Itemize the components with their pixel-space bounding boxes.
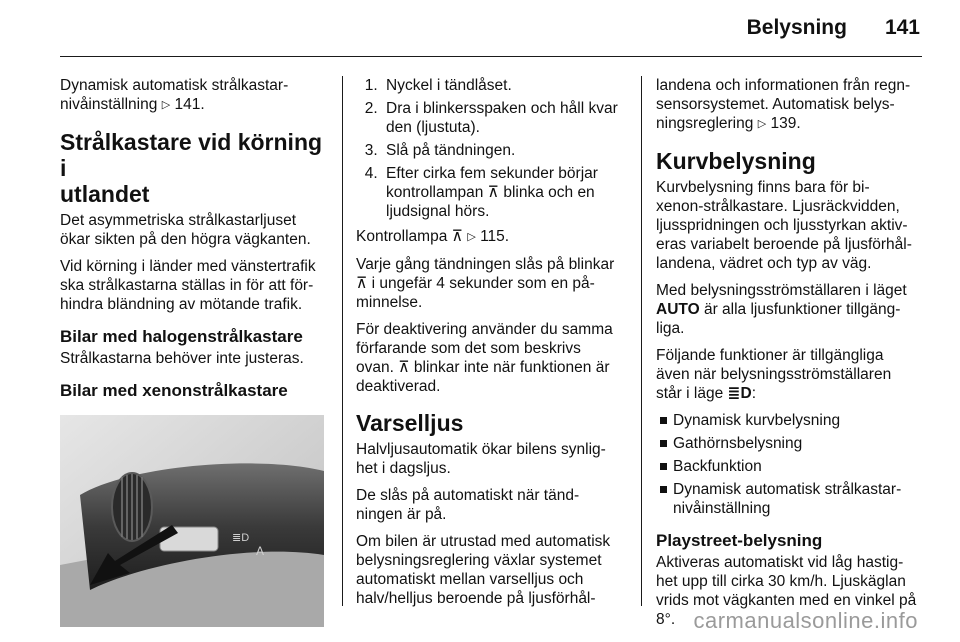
list-item: Dynamisk automatisk strålkastar- nivåinställning xyxy=(656,480,924,518)
headlight-beam-icon: ⊼ xyxy=(356,275,368,292)
header-rule xyxy=(60,56,922,57)
svg-text:A: A xyxy=(256,544,265,558)
watermark: carmanualsonline.info xyxy=(693,608,918,633)
heading-daytime-lights: Varselljus xyxy=(356,410,464,436)
paragraph: Följande funktioner är tillgängliga även när belysningsströmställaren står i läge ≣D: xyxy=(656,347,892,402)
instruction-steps xyxy=(356,76,628,221)
headlight-beam-icon: ⊼ xyxy=(487,184,500,201)
heading-cornering-lights: Kurvbelysning xyxy=(656,148,816,174)
headlight-beam-icon: ⊼ xyxy=(398,359,410,376)
paragraph: Halvljusautomatik ökar bilens synlig- het i dagsljus. xyxy=(356,441,606,477)
paragraph: Strålkastarna behöver inte justeras. xyxy=(60,350,304,367)
list-item: 3. Slå på tändningen. xyxy=(382,141,628,160)
paragraph: Aktiveras automatiskt vid låg hastig- het upp till cirka 30 km/h. Ljuskäglan vrids mot vägkanten med en vinkel på 8°. xyxy=(656,554,917,628)
paragraph: Kurvbelysning finns bara för bi- xenon-strålkastare. Ljusräckvidden, ljusspridningen och ljusstyrkan aktiv- eras variabelt beroende på ljusförhål- landena, vädret och typ av väg. xyxy=(656,179,912,272)
column-2 xyxy=(356,76,628,616)
section-title: Belysning xyxy=(746,16,847,39)
list-item: Gathörnsbelysning xyxy=(656,434,924,453)
column-divider xyxy=(641,76,642,606)
low-beam-icon: ≣D xyxy=(727,385,752,402)
paragraph: De slås på automatiskt när tänd- ningen är på. xyxy=(356,487,580,523)
paragraph: För deaktivering använder du samma förfarande som det som beskrivs ovan. ⊼ blinkar inte när funktionen är deaktiverad. xyxy=(356,321,613,395)
paragraph: Vid körning i länder med vänstertrafik ska strålkastarna ställas in för att för- hindra bländning av mötande trafik. xyxy=(60,258,316,313)
svg-text:≣D: ≣D xyxy=(232,532,250,544)
list-item: 2. Dra i blinkersspaken och håll kvar den (ljustuta). xyxy=(382,99,628,137)
auto-label: AUTO xyxy=(656,301,700,318)
column-divider xyxy=(342,76,343,606)
heading-halogen: Bilar med halogenstrålkastare xyxy=(60,327,303,346)
list-item: 1. Nyckel i tändlåset. xyxy=(382,76,628,95)
paragraph: Varje gång tändningen slås på blinkar ⊼ i ungefär 4 sekunder som en på- minnelse. xyxy=(356,256,615,311)
paragraph: landena och informationen från regn- sensorsystemet. Automatisk belys- ningsreglering ▷ 139. xyxy=(656,77,911,132)
page-ref-icon: ▷ xyxy=(467,231,476,243)
list-item: 4. Efter cirka fem sekunder börjar kontrollampan ⊼ blinka och en ljudsignal hörs. xyxy=(382,164,628,221)
column-3 xyxy=(656,76,924,637)
paragraph: Med belysningsströmställaren i läget AUTO är alla ljusfunktioner tillgäng- liga. xyxy=(656,282,907,337)
turn-signal-lever-photo xyxy=(60,415,324,627)
heading-headlights-abroad: Strålkastare vid körning i utlandet xyxy=(60,129,323,207)
column-1 xyxy=(60,76,326,627)
paragraph: Om bilen är utrustad med automatisk belysningsreglering växlar systemet automatiskt mellan varselljus och halv/helljus beroende på ljusförhål- xyxy=(356,533,611,607)
lever-illustration xyxy=(60,415,324,627)
list-item: Backfunktion xyxy=(656,457,924,476)
page-number: 141 xyxy=(884,16,920,39)
page-header xyxy=(747,16,920,40)
headlight-beam-icon: ⊼ xyxy=(451,228,463,245)
list-item: Dynamisk kurvbelysning xyxy=(656,411,924,430)
heading-xenon: Bilar med xenonstrålkastare xyxy=(60,381,288,400)
page-ref-icon: ▷ xyxy=(161,99,171,111)
feature-list xyxy=(656,411,924,518)
heading-playstreet: Playstreet-belysning xyxy=(656,531,823,550)
paragraph: Dynamisk automatisk strålkastar- nivåinställning ▷ 141. xyxy=(60,77,289,113)
page-ref-icon: ▷ xyxy=(757,118,767,130)
paragraph: Kontrollampa ⊼ ▷ 115. xyxy=(356,228,510,245)
paragraph: Det asymmetriska strålkastarljuset ökar sikten på den högra vägkanten. xyxy=(60,212,311,248)
